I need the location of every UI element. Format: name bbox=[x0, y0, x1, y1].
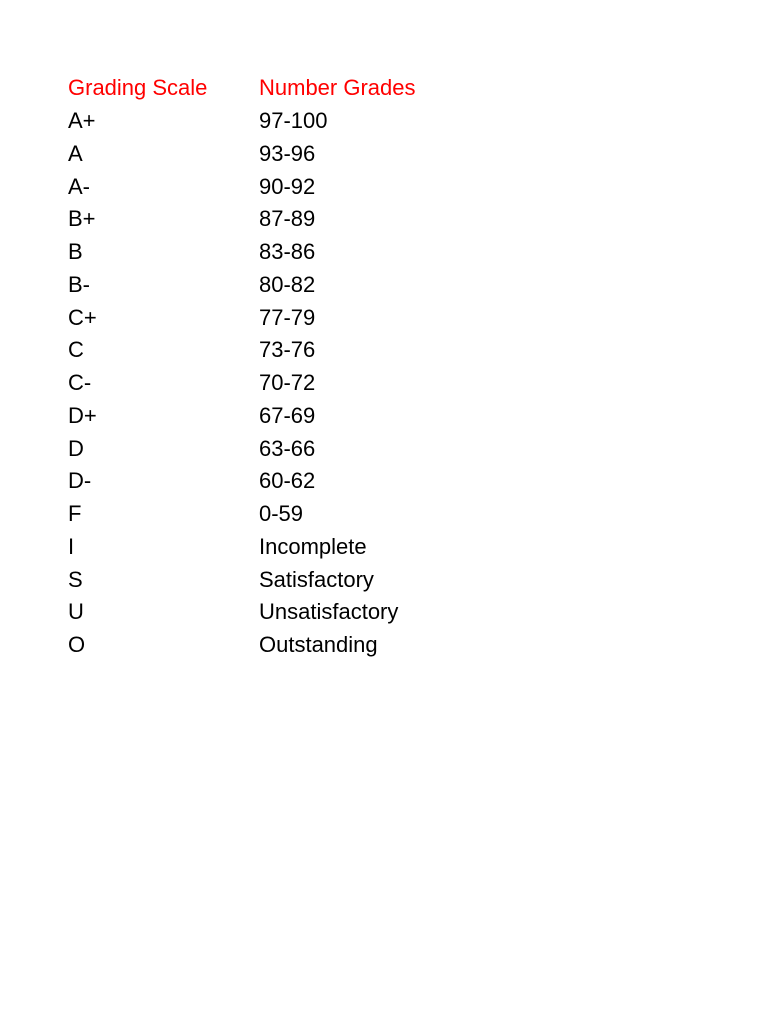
table-row bbox=[68, 170, 708, 203]
table-row bbox=[68, 138, 708, 171]
letter-grade-cell: D bbox=[68, 435, 84, 461]
table-row bbox=[68, 531, 708, 564]
number-grade-cell: 97-100 bbox=[259, 108, 328, 134]
letter-grade-cell: B bbox=[68, 239, 83, 265]
table-row bbox=[68, 301, 708, 334]
letter-grade-cell: I bbox=[68, 533, 75, 559]
table-row bbox=[68, 563, 708, 596]
letter-grade-cell: A- bbox=[68, 173, 90, 199]
letter-grade-cell: U bbox=[68, 599, 84, 625]
grading-scale-header: Grading Scale bbox=[68, 75, 208, 101]
table-row bbox=[68, 236, 708, 269]
number-grade-cell: 93-96 bbox=[259, 140, 316, 166]
letter-grade-cell: A+ bbox=[68, 108, 96, 134]
letter-grade-cell: C- bbox=[68, 370, 92, 396]
number-grade-cell: 63-66 bbox=[259, 435, 316, 461]
letter-grade-cell: A bbox=[68, 140, 83, 166]
letter-grade-cell: C+ bbox=[68, 304, 97, 330]
table-row bbox=[68, 269, 708, 302]
table-row bbox=[68, 465, 708, 498]
number-grade-cell: 87-89 bbox=[259, 206, 316, 232]
number-grade-cell: 70-72 bbox=[259, 370, 316, 396]
grading-scale-table bbox=[68, 72, 708, 662]
letter-grade-cell: D+ bbox=[68, 402, 97, 428]
number-grade-cell: 83-86 bbox=[259, 239, 316, 265]
letter-grade-cell: C bbox=[68, 337, 84, 363]
table-row bbox=[68, 629, 708, 662]
table-header-row bbox=[68, 72, 708, 105]
table-row bbox=[68, 367, 708, 400]
number-grade-cell: 73-76 bbox=[259, 337, 316, 363]
number-grade-cell: 60-62 bbox=[259, 468, 316, 494]
letter-grade-cell: D- bbox=[68, 468, 92, 494]
table-row bbox=[68, 596, 708, 629]
number-grade-cell: Outstanding bbox=[259, 632, 378, 658]
number-grade-cell: 90-92 bbox=[259, 173, 316, 199]
table-row bbox=[68, 105, 708, 138]
table-row bbox=[68, 203, 708, 236]
number-grade-cell: 77-79 bbox=[259, 304, 316, 330]
number-grade-cell: 67-69 bbox=[259, 402, 316, 428]
letter-grade-cell: O bbox=[68, 632, 86, 658]
number-grades-header: Number Grades bbox=[259, 75, 416, 101]
table-row bbox=[68, 498, 708, 531]
table-row bbox=[68, 400, 708, 433]
number-grade-cell: Incomplete bbox=[259, 533, 367, 559]
letter-grade-cell: B+ bbox=[68, 206, 96, 232]
number-grade-cell: Satisfactory bbox=[259, 566, 374, 592]
letter-grade-cell: S bbox=[68, 566, 83, 592]
number-grade-cell: 80-82 bbox=[259, 271, 316, 297]
letter-grade-cell: F bbox=[68, 501, 82, 527]
number-grade-cell: 0-59 bbox=[259, 501, 304, 527]
letter-grade-cell: B- bbox=[68, 271, 90, 297]
number-grade-cell: Unsatisfactory bbox=[259, 599, 399, 625]
table-row bbox=[68, 334, 708, 367]
table-row bbox=[68, 432, 708, 465]
